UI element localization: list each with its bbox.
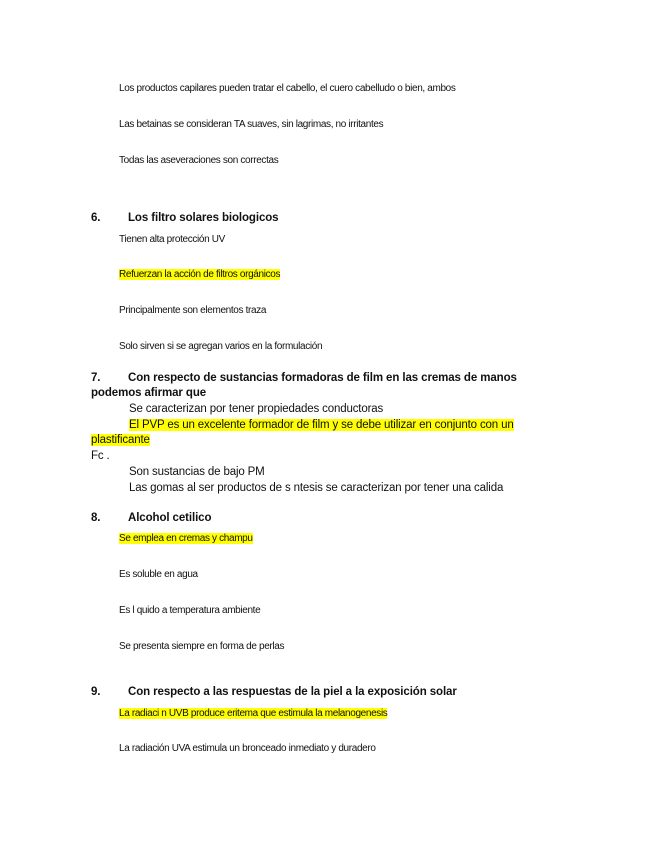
highlighted-answer: El PVP es un excelente formador de film y se debe utilizar en conjunto con un [129, 419, 514, 431]
highlighted-answer: Se emplea en cremas y champu [119, 533, 253, 544]
option-text: Se presenta siempre en forma de perlas [119, 641, 285, 652]
option-text: Las gomas al ser productos de s ntesis se caracterizan por tener una calida [129, 482, 504, 494]
question-7-heading [91, 372, 517, 384]
option-text: Son sustancias de bajo PM [129, 466, 265, 478]
option-text: Solo sirven si se agregan varios en la formulación [119, 341, 323, 352]
option-text: La radiación UVA estimula un bronceado inmediato y duradero [119, 743, 376, 754]
question-title: Con respecto de sustancias formadoras de film en las cremas de manos [128, 372, 517, 384]
option-text: Los productos capilares pueden tratar el cabello, el cuero cabelludo o bien, ambos [119, 83, 456, 94]
option-text: Tienen alta protección UV [119, 234, 225, 245]
option-text: Es l quido a temperatura ambiente [119, 605, 261, 616]
question-8-heading [91, 512, 211, 524]
question-number: 6. [91, 212, 101, 224]
question-9-heading [91, 686, 457, 698]
option-text: Todas las aseveraciones son correctas [119, 155, 279, 166]
stray-text: Fc . [91, 450, 110, 462]
question-6-heading [91, 212, 278, 224]
question-number: 8. [91, 512, 101, 524]
question-7-heading-cont: podemos afirmar que [91, 387, 207, 399]
highlighted-answer: La radiaci n UVB produce eritema que estimula la melanogenesis [119, 708, 388, 719]
option-text: Principalmente son elementos traza [119, 305, 267, 316]
question-title: Alcohol cetilico [128, 512, 212, 524]
question-number: 9. [91, 686, 101, 698]
question-number: 7. [91, 372, 101, 384]
option-text: Se caracterizan por tener propiedades conductoras [129, 403, 384, 415]
option-text: Las betainas se consideran TA suaves, sin lagrimas, no irritantes [119, 119, 384, 130]
highlighted-answer-cont: plastificante [91, 434, 150, 446]
question-title: Los filtro solares biologicos [128, 212, 279, 224]
option-text: Es soluble en agua [119, 569, 198, 580]
question-title: Con respecto a las respuestas de la piel a la exposición solar [128, 686, 457, 698]
highlighted-answer: Refuerzan la acción de filtros orgánicos [119, 269, 281, 280]
